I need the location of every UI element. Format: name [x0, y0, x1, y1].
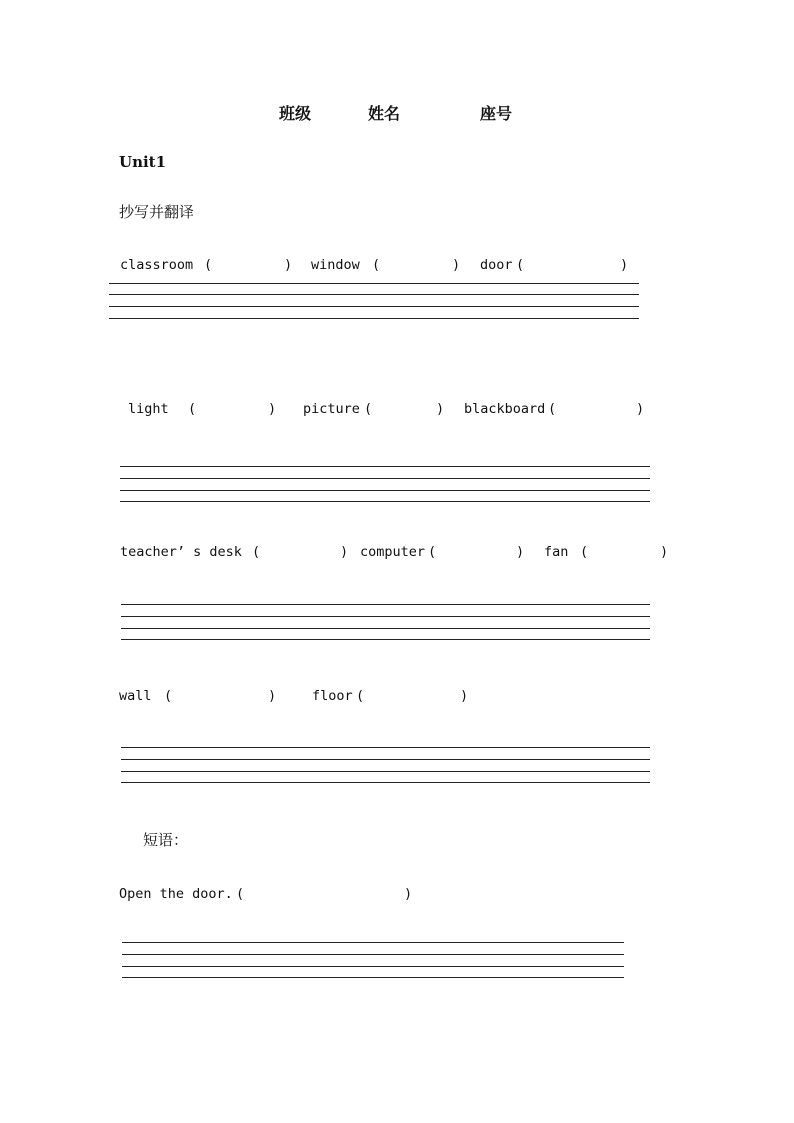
word-light: light — [128, 401, 169, 417]
phrases-label: 短语： — [143, 831, 189, 849]
word-fan: fan — [544, 544, 569, 560]
word-floor: floor — [312, 688, 353, 704]
open-paren: ( — [356, 688, 365, 704]
name-label: 姓名 — [368, 104, 401, 123]
open-paren: ( — [236, 886, 245, 902]
close-paren: ) — [516, 544, 525, 560]
word-classroom: classroom — [120, 257, 194, 273]
close-paren: ) — [284, 257, 293, 273]
close-paren: ) — [436, 401, 445, 417]
open-paren: ( — [580, 544, 589, 560]
open-paren: ( — [428, 544, 437, 560]
open-paren: ( — [252, 544, 261, 560]
close-paren: ) — [340, 544, 349, 560]
close-paren: ) — [620, 257, 629, 273]
close-paren: ) — [404, 886, 413, 902]
word-teachers-desk: teacher’ s desk — [120, 544, 242, 560]
word-blackboard: blackboard — [464, 401, 546, 417]
unit-title: Unit1 — [119, 153, 167, 171]
instruction: 抄写并翻译 — [119, 203, 195, 221]
phrase-open-the-door: Open the door. — [119, 886, 233, 902]
seat-label: 座号 — [480, 104, 513, 123]
class-label: 班级 — [279, 104, 312, 123]
open-paren: ( — [204, 257, 213, 273]
open-paren: ( — [188, 401, 197, 417]
close-paren: ) — [660, 544, 669, 560]
close-paren: ) — [452, 257, 461, 273]
writing-lines[interactable] — [122, 942, 624, 978]
open-paren: ( — [516, 257, 525, 273]
word-window: window — [311, 257, 360, 273]
writing-lines[interactable] — [120, 466, 650, 502]
open-paren: ( — [364, 401, 373, 417]
word-computer: computer — [360, 544, 426, 560]
word-picture: picture — [303, 401, 360, 417]
close-paren: ) — [268, 401, 277, 417]
word-door: door — [480, 257, 513, 273]
word-wall: wall — [119, 688, 152, 704]
open-paren: ( — [548, 401, 557, 417]
open-paren: ( — [372, 257, 381, 273]
writing-lines[interactable] — [121, 604, 650, 640]
close-paren: ) — [460, 688, 469, 704]
close-paren: ) — [636, 401, 645, 417]
writing-lines[interactable] — [109, 283, 639, 319]
close-paren: ) — [268, 688, 277, 704]
writing-lines[interactable] — [121, 747, 650, 783]
open-paren: ( — [164, 688, 173, 704]
